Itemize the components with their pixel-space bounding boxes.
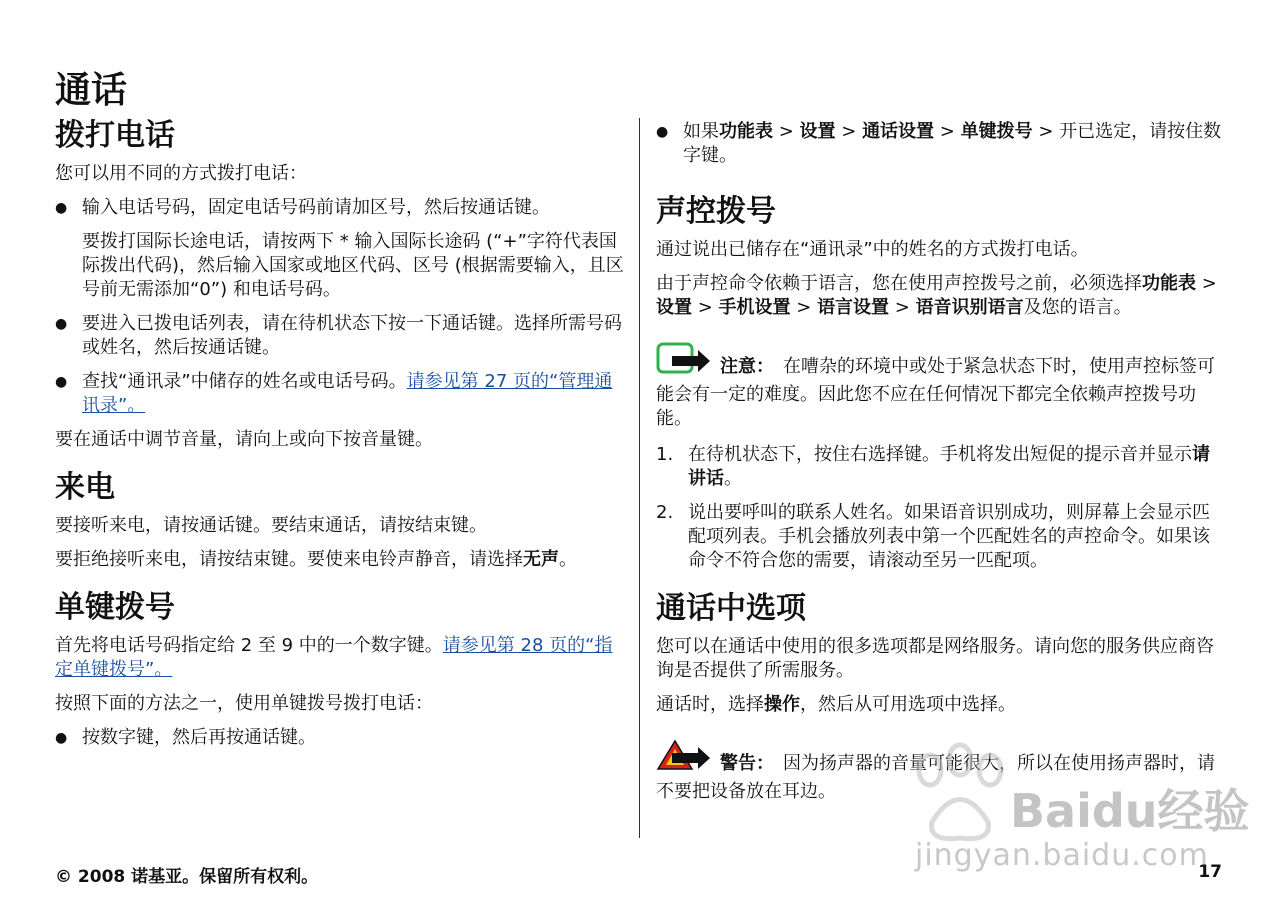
menu-path-item: 设置 bbox=[656, 297, 692, 318]
section-incoming bbox=[55, 470, 625, 572]
incoming-p2-end: 。 bbox=[559, 549, 577, 570]
link-manage-contacts[interactable]: 请参见第 27 页的“管理通讯录”。 bbox=[82, 371, 613, 416]
menu-path-item: 通话设置 bbox=[862, 121, 935, 142]
speak-now-label: 请讲话 bbox=[688, 444, 1210, 489]
list-item bbox=[55, 196, 625, 302]
speed-cont-list bbox=[656, 120, 1226, 168]
heading-speed-dial: 单键拨号 bbox=[55, 590, 175, 625]
options-label: 操作 bbox=[764, 694, 800, 715]
column-divider bbox=[639, 118, 640, 838]
silent-label: 无声 bbox=[523, 549, 559, 570]
menu-path-item: 设置 bbox=[799, 121, 836, 142]
voice-p2-end: 及您的语言。 bbox=[1023, 297, 1132, 318]
link-assign-speed-dial[interactable]: 请参见第 28 页的“指定单键拨号”。 bbox=[55, 635, 613, 680]
note-box bbox=[656, 330, 1226, 431]
left-column bbox=[55, 118, 625, 768]
menu-path-item: 语言设置 bbox=[817, 297, 890, 318]
heading-incoming: 来电 bbox=[55, 470, 115, 505]
section-voice-dial bbox=[656, 194, 1226, 573]
path-separator: > bbox=[934, 121, 961, 142]
options-p2-text: 通话时，选择 bbox=[656, 694, 764, 715]
watermark-url: jingyan.baidu.com bbox=[915, 838, 1209, 873]
right-column bbox=[656, 120, 1226, 822]
voice-steps bbox=[656, 443, 1226, 573]
speed-p2: 按照下面的方法之一，使用单键拨号拨打电话： bbox=[55, 693, 433, 714]
heading-dial: 拨打电话 bbox=[55, 118, 175, 153]
speed-cont-pre: 如果 bbox=[683, 121, 719, 142]
speed-cont-post: > 开已选定，请按住数字键。 bbox=[683, 121, 1222, 166]
path-separator: > bbox=[1196, 273, 1217, 294]
options-p2 bbox=[656, 693, 1226, 717]
path-separator: > bbox=[889, 297, 916, 318]
incoming-p2 bbox=[55, 548, 625, 572]
menu-path-item: 单键拨号 bbox=[960, 121, 1033, 142]
note-label: 注意： bbox=[720, 356, 765, 377]
menu-path-item: 功能表 bbox=[1142, 273, 1196, 294]
speed-bullet-list bbox=[55, 726, 625, 750]
path-separator: > bbox=[790, 297, 818, 318]
list-item bbox=[55, 312, 625, 360]
voice-step-1: 在待机状态下，按住右选择键。手机将发出短促的提示音并显示 bbox=[688, 444, 1192, 465]
section-speed-dial bbox=[55, 590, 625, 750]
options-p2-end: ，然后从可用选项中选择。 bbox=[800, 694, 1016, 715]
path-separator: > bbox=[835, 121, 863, 142]
heading-call-options: 通话中选项 bbox=[656, 591, 806, 626]
page-title: 通话 bbox=[55, 70, 128, 111]
list-item bbox=[656, 120, 1226, 168]
dial-bullet-3: 查找“通讯录”中储存的姓名或电话号码。 bbox=[82, 371, 407, 392]
dial-intro: 您可以用不同的方式拨打电话： bbox=[55, 163, 307, 184]
incoming-p1: 要接听来电，请按通话键。要结束通话，请按结束键。 bbox=[55, 515, 487, 536]
warning-icon bbox=[656, 739, 712, 780]
watermark-brand: Baidu经验 bbox=[1010, 784, 1250, 838]
heading-voice-dial: 声控拨号 bbox=[656, 194, 776, 229]
note-icon bbox=[656, 342, 712, 383]
page-number: 17 bbox=[1198, 862, 1222, 882]
list-item bbox=[656, 501, 1226, 573]
volume-text: 要在通话中调节音量，请向上或向下按音量键。 bbox=[55, 429, 433, 450]
list-item bbox=[55, 370, 625, 418]
dial-bullet-1: 输入电话号码，固定电话号码前请加区号，然后按通话键。 bbox=[82, 197, 550, 218]
footer-copyright: © 2008 诺基亚。保留所有权利。 bbox=[55, 867, 319, 887]
voice-step-2: 说出要呼叫的联系人姓名。如果语音识别成功，则屏幕上会显示匹配项列表。手机会播放列表中第一个匹配姓名的声控命令。如果该命令不符合您的需要，请滚动至另一匹配项。 bbox=[688, 502, 1210, 571]
menu-path-item: 功能表 bbox=[719, 121, 773, 142]
warning-text: 因为扬声器的音量可能很大，所以在使用扬声器时，请不要把设备放在耳边。 bbox=[656, 753, 1215, 802]
dial-bullet-2: 要进入已拨电话列表，请在待机状态下按一下通话键。选择所需号码或姓名，然后按通话键。 bbox=[82, 313, 622, 358]
list-item bbox=[55, 726, 625, 750]
voice-step-1-end: 。 bbox=[724, 468, 742, 489]
speed-bullet-1: 按数字键，然后再按通话键。 bbox=[82, 727, 316, 748]
voice-p2-text: 由于声控命令依赖于语言，您在使用声控拨号之前，必须选择 bbox=[656, 273, 1142, 294]
warning-label: 警告： bbox=[720, 753, 765, 774]
path-separator: > bbox=[773, 121, 800, 142]
section-dial bbox=[55, 118, 625, 452]
dial-bullet-list bbox=[55, 196, 625, 418]
step-number: 1. bbox=[656, 444, 674, 465]
menu-path-item: 手机设置 bbox=[718, 297, 791, 318]
speed-p1 bbox=[55, 634, 625, 682]
voice-p1: 通过说出已储存在“通讯录”中的姓名的方式拨打电话。 bbox=[656, 239, 1089, 260]
menu-path-item: 语音识别语言 bbox=[915, 297, 1024, 318]
speed-p1-text: 首先将电话号码指定给 2 至 9 中的一个数字键。 bbox=[55, 635, 443, 656]
dial-bullet-1-sub: 要拨打国际长途电话，请按两下 * 输入国际长途码 (“+”字符代表国际拨出代码)，然后输入国家或地区代码、区号 (根据需要输入，且区号前无需添加“0”) 和电话号码。 bbox=[82, 231, 624, 300]
note-text: 在嘈杂的环境中或处于紧急状态下时，使用声控标签可能会有一定的难度。因此您不应在任何情况下都完全依赖声控拨号功能。 bbox=[656, 356, 1215, 429]
options-p1: 您可以在通话中使用的很多选项都是网络服务。请向您的服务供应商咨询是否提供了所需服务。 bbox=[656, 636, 1214, 681]
voice-p2 bbox=[656, 272, 1226, 320]
step-number: 2. bbox=[656, 502, 674, 523]
list-item bbox=[656, 443, 1226, 491]
path-separator: > bbox=[692, 297, 719, 318]
incoming-p2-text: 要拒绝接听来电，请按结束键。要使来电铃声静音，请选择 bbox=[55, 549, 523, 570]
